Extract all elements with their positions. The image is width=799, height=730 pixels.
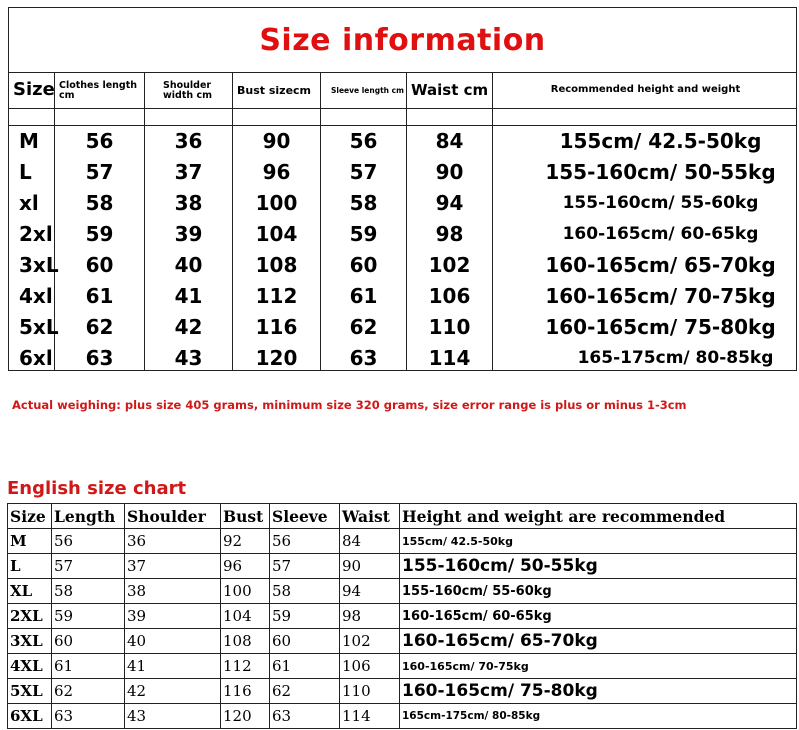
- english-header-bust: Bust: [221, 504, 270, 529]
- header-size: Size: [13, 79, 55, 101]
- shoulder-cell: 38: [174, 190, 203, 215]
- size-cell: 2xl: [19, 221, 53, 246]
- waist-cell: 102: [428, 252, 471, 277]
- waist-cell: 110: [428, 314, 471, 339]
- size-cell: M: [8, 529, 52, 554]
- waist-cell: 98: [435, 221, 464, 246]
- english-header-recommended: Height and weight are recommended: [400, 504, 797, 529]
- size-cell: xl: [19, 190, 39, 215]
- recommend-cell: 155cm/ 42.5-50kg: [559, 128, 762, 153]
- size-cell: L: [8, 554, 52, 579]
- length-cell: 59: [85, 221, 114, 246]
- size-cell: 5xL: [19, 314, 59, 339]
- recommend-cell: 155-160cm/ 50-55kg: [545, 159, 776, 184]
- length-cell: 59: [52, 604, 125, 629]
- english-header-waist: Waist: [340, 504, 400, 529]
- bust-cell: 104: [255, 221, 298, 246]
- sleeve-cell: 63: [349, 345, 378, 370]
- bust-cell: 90: [262, 128, 291, 153]
- recommend-cell: 165cm-175cm/ 80-85kg: [400, 704, 797, 729]
- length-cell: 58: [52, 579, 125, 604]
- recommend-cell: 160-165cm/ 75-80kg: [545, 314, 776, 339]
- english-size-row: [8, 604, 797, 629]
- length-cell: 63: [52, 704, 125, 729]
- header-bust-size: Bust sizecm: [237, 83, 312, 97]
- bust-cell: 112: [255, 283, 298, 308]
- waist-cell: 90: [435, 159, 464, 184]
- size-row: [9, 125, 796, 156]
- size-row: [9, 218, 796, 249]
- sleeve-cell: 62: [270, 679, 340, 704]
- recommend-cell: 160-165cm/ 60-65kg: [562, 223, 759, 244]
- recommend-cell: 160-165cm/ 60-65kg: [400, 604, 797, 629]
- length-cell: 63: [85, 345, 114, 370]
- english-size-row: [8, 679, 797, 704]
- size-cell: XL: [8, 579, 52, 604]
- sleeve-cell: 59: [349, 221, 378, 246]
- shoulder-cell: 37: [174, 159, 203, 184]
- shoulder-cell: 37: [125, 554, 221, 579]
- shoulder-cell: 40: [174, 252, 203, 277]
- english-header-size: Size: [8, 504, 52, 529]
- length-cell: 58: [85, 190, 114, 215]
- shoulder-cell: 43: [174, 345, 203, 370]
- size-cell: M: [19, 128, 39, 153]
- sleeve-cell: 63: [270, 704, 340, 729]
- header-shoulder-width: Shoulder width cm: [163, 79, 212, 101]
- sleeve-cell: 57: [349, 159, 378, 184]
- recommend-cell: 155cm/ 42.5-50kg: [400, 529, 797, 554]
- shoulder-cell: 36: [174, 128, 203, 153]
- size-information-title: Size information: [259, 22, 546, 58]
- size-cell: 4xl: [19, 283, 53, 308]
- bust-cell: 92: [221, 529, 270, 554]
- size-cell: 2XL: [8, 604, 52, 629]
- sleeve-cell: 62: [349, 314, 378, 339]
- bust-cell: 120: [221, 704, 270, 729]
- sleeve-cell: 56: [349, 128, 378, 153]
- header-recommended: Recommended height and weight: [550, 84, 741, 96]
- waist-cell: 94: [435, 190, 464, 215]
- length-cell: 60: [52, 629, 125, 654]
- english-size-row: [8, 704, 797, 729]
- sleeve-cell: 59: [270, 604, 340, 629]
- english-header-row: [8, 504, 797, 529]
- waist-cell: 94: [340, 579, 400, 604]
- length-cell: 57: [85, 159, 114, 184]
- size-row: [9, 156, 796, 187]
- recommend-cell: 165-175cm/ 80-85kg: [577, 347, 774, 368]
- size-cell: 5XL: [8, 679, 52, 704]
- english-size-row: [8, 579, 797, 604]
- shoulder-cell: 39: [125, 604, 221, 629]
- shoulder-cell: 42: [125, 679, 221, 704]
- header-sleeve-length: Sleeve length cm: [331, 85, 404, 95]
- recommend-cell: 155-160cm/ 55-60kg: [400, 579, 797, 604]
- english-header-length: Length: [52, 504, 125, 529]
- weighing-note: Actual weighing: plus size 405 grams, minimum size 320 grams, size error range is plus or minus 1-3cm: [12, 398, 687, 412]
- length-cell: 62: [52, 679, 125, 704]
- size-cell: 3XL: [8, 629, 52, 654]
- sleeve-cell: 61: [270, 654, 340, 679]
- shoulder-cell: 41: [174, 283, 203, 308]
- shoulder-cell: 40: [125, 629, 221, 654]
- size-row: [9, 311, 796, 342]
- recommend-cell: 160-165cm/ 70-75kg: [545, 283, 776, 308]
- waist-cell: 84: [340, 529, 400, 554]
- length-cell: 62: [85, 314, 114, 339]
- bust-cell: 108: [221, 629, 270, 654]
- waist-cell: 114: [428, 345, 471, 370]
- bust-cell: 120: [255, 345, 298, 370]
- size-information-table: [8, 7, 797, 371]
- english-size-row: [8, 654, 797, 679]
- header-waist: Waist cm: [411, 80, 489, 99]
- size-cell: 4XL: [8, 654, 52, 679]
- english-size-row: [8, 529, 797, 554]
- waist-cell: 110: [340, 679, 400, 704]
- recommend-cell: 155-160cm/ 50-55kg: [400, 554, 797, 579]
- shoulder-cell: 39: [174, 221, 203, 246]
- size-row: [9, 342, 796, 373]
- bust-cell: 104: [221, 604, 270, 629]
- waist-cell: 102: [340, 629, 400, 654]
- english-size-row: [8, 554, 797, 579]
- recommend-cell: 160-165cm/ 70-75kg: [400, 654, 797, 679]
- sleeve-cell: 58: [349, 190, 378, 215]
- sleeve-cell: 57: [270, 554, 340, 579]
- grid-line: [9, 108, 796, 109]
- waist-cell: 98: [340, 604, 400, 629]
- bust-cell: 116: [221, 679, 270, 704]
- bust-cell: 116: [255, 314, 298, 339]
- recommend-cell: 155-160cm/ 55-60kg: [562, 192, 759, 213]
- shoulder-cell: 41: [125, 654, 221, 679]
- header-clothes-length: Clothes length cm: [59, 79, 138, 101]
- size-row: [9, 280, 796, 311]
- shoulder-cell: 42: [174, 314, 203, 339]
- size-row: [9, 249, 796, 280]
- bust-cell: 112: [221, 654, 270, 679]
- size-cell: 6XL: [8, 704, 52, 729]
- size-cell: 6xl: [19, 345, 53, 370]
- size-cell: L: [19, 159, 32, 184]
- waist-cell: 106: [428, 283, 471, 308]
- sleeve-cell: 60: [349, 252, 378, 277]
- recommend-cell: 160-165cm/ 65-70kg: [400, 629, 797, 654]
- english-header-sleeve: Sleeve: [270, 504, 340, 529]
- bust-cell: 100: [221, 579, 270, 604]
- bust-cell: 100: [255, 190, 298, 215]
- length-cell: 60: [85, 252, 114, 277]
- length-cell: 56: [52, 529, 125, 554]
- bust-cell: 96: [221, 554, 270, 579]
- shoulder-cell: 36: [125, 529, 221, 554]
- length-cell: 61: [52, 654, 125, 679]
- sleeve-cell: 61: [349, 283, 378, 308]
- shoulder-cell: 43: [125, 704, 221, 729]
- bust-cell: 108: [255, 252, 298, 277]
- waist-cell: 106: [340, 654, 400, 679]
- english-size-table: [7, 503, 797, 729]
- size-row: [9, 187, 796, 218]
- english-size-chart-title: English size chart: [7, 478, 187, 499]
- waist-cell: 90: [340, 554, 400, 579]
- length-cell: 57: [52, 554, 125, 579]
- length-cell: 61: [85, 283, 114, 308]
- sleeve-cell: 60: [270, 629, 340, 654]
- recommend-cell: 160-165cm/ 65-70kg: [545, 252, 776, 277]
- sleeve-cell: 56: [270, 529, 340, 554]
- sleeve-cell: 58: [270, 579, 340, 604]
- english-size-row: [8, 629, 797, 654]
- english-header-shoulder: Shoulder: [125, 504, 221, 529]
- size-cell: 3xL: [19, 252, 59, 277]
- waist-cell: 84: [435, 128, 464, 153]
- bust-cell: 96: [262, 159, 291, 184]
- shoulder-cell: 38: [125, 579, 221, 604]
- length-cell: 56: [85, 128, 114, 153]
- recommend-cell: 160-165cm/ 75-80kg: [400, 679, 797, 704]
- waist-cell: 114: [340, 704, 400, 729]
